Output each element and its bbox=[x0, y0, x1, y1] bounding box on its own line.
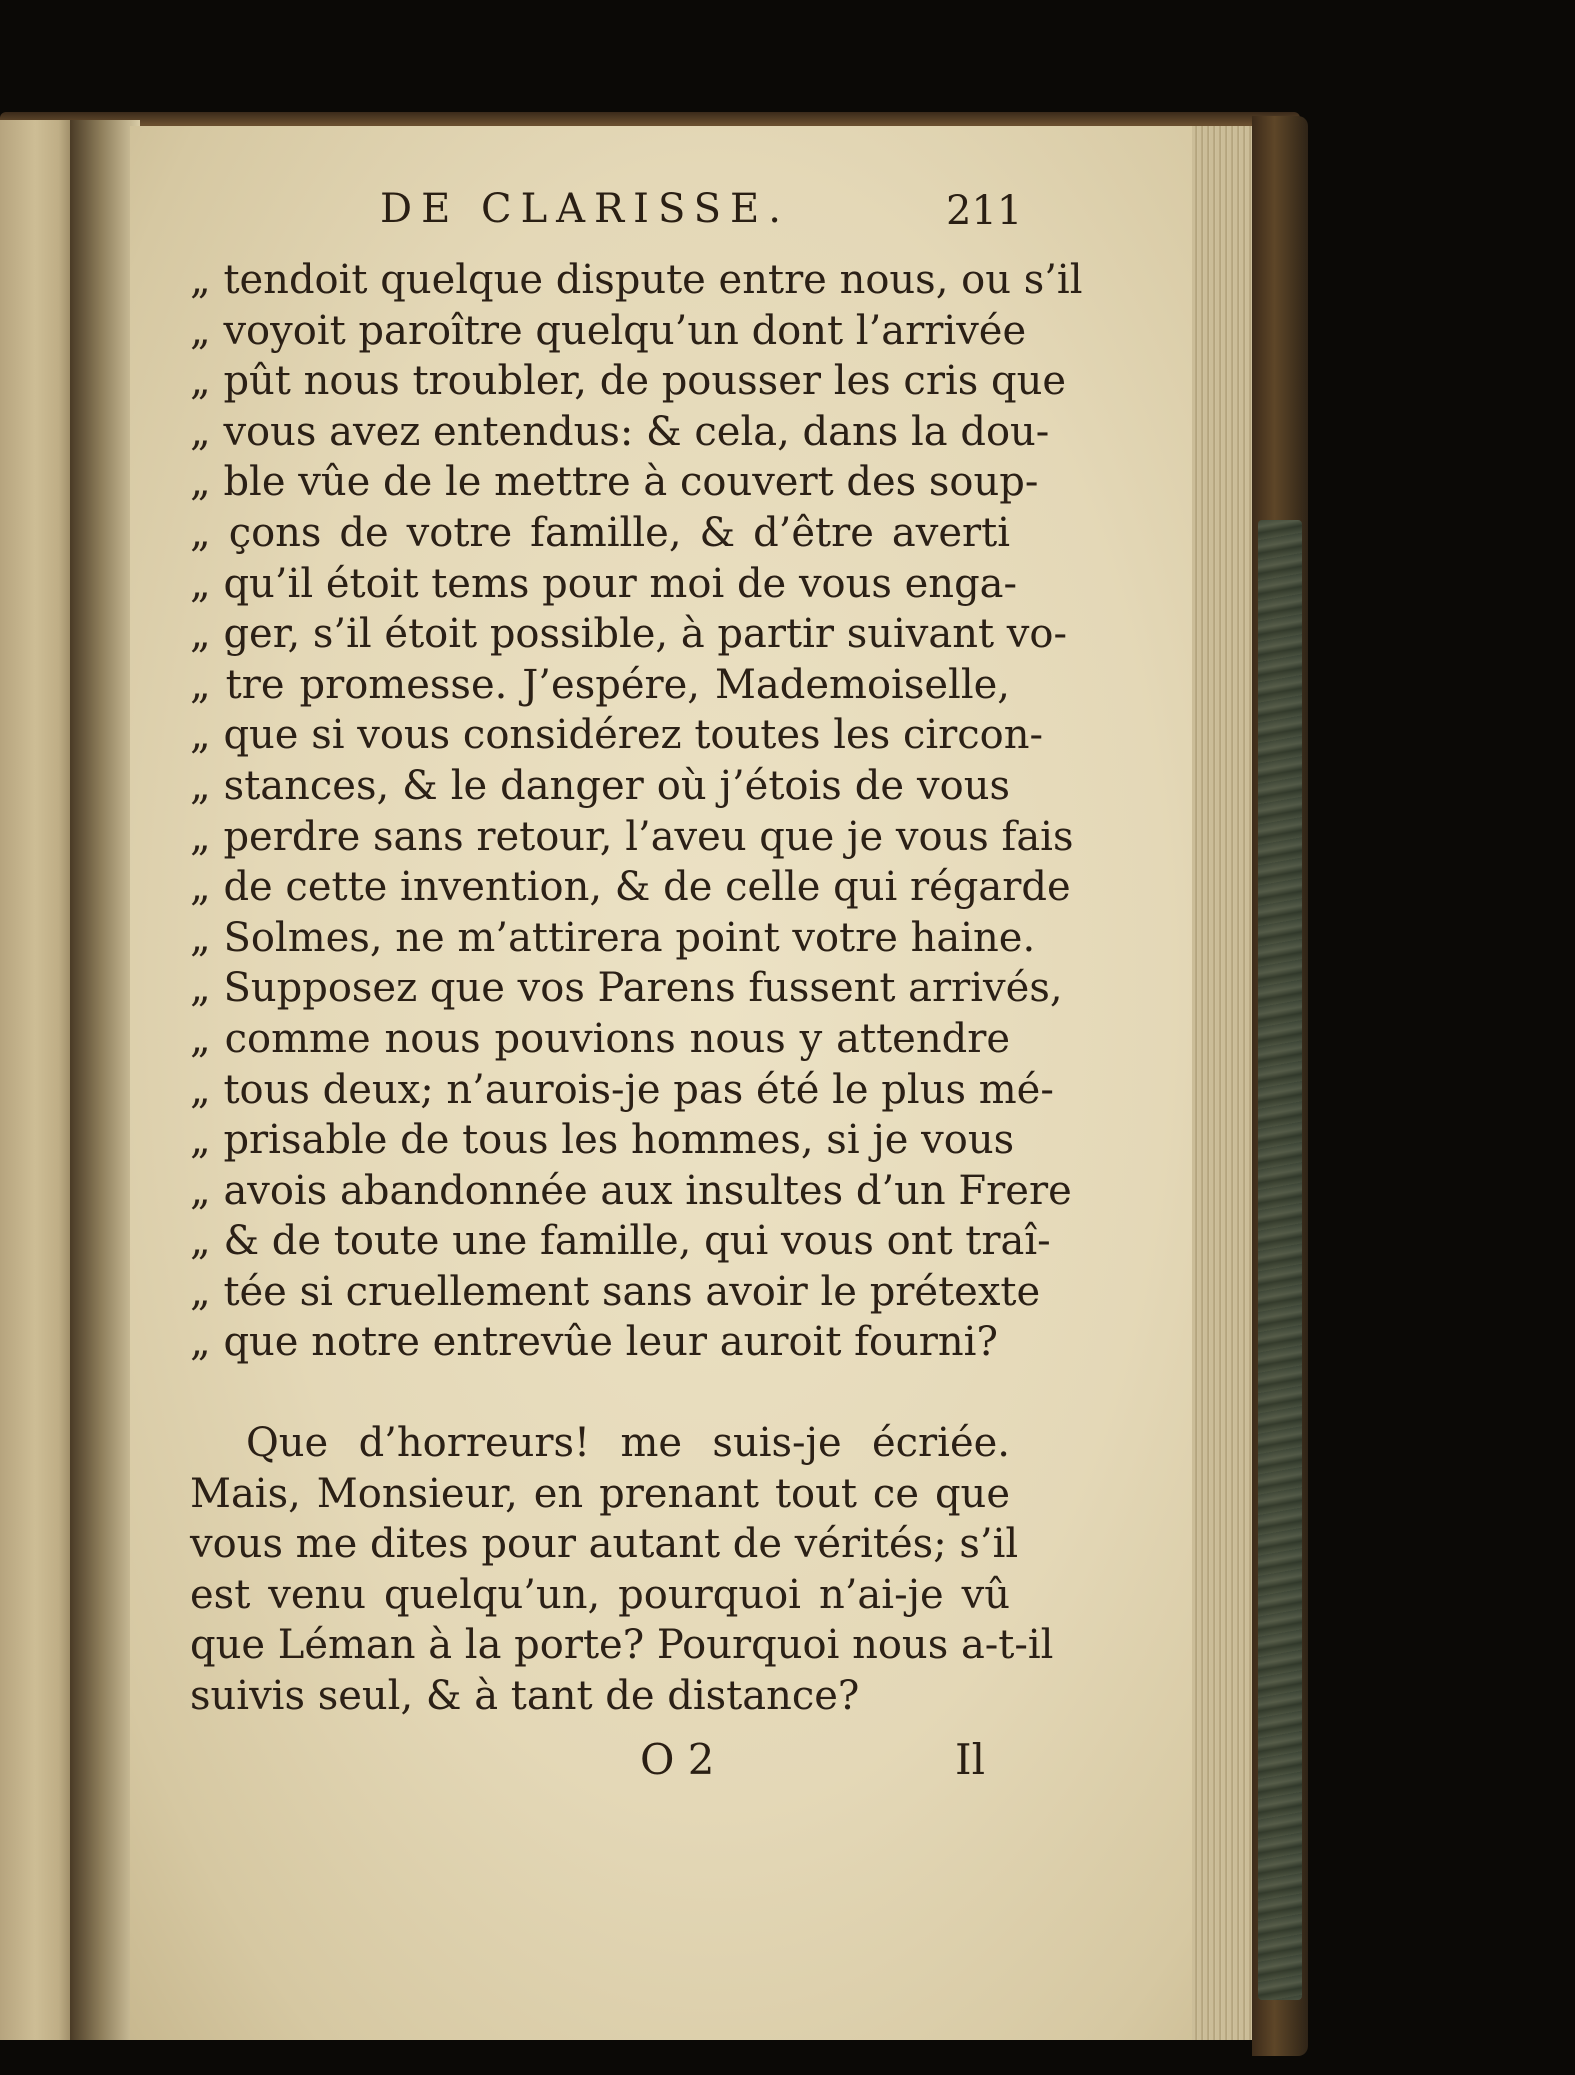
previous-page-edge bbox=[0, 120, 78, 2040]
page-number: 211 bbox=[946, 188, 1023, 234]
text-line: „ Supposez que vos Parens fussent arrivés, bbox=[190, 965, 1063, 1012]
text-line: „ qu’il étoit tems pour moi de vous enga- bbox=[190, 560, 1018, 607]
marbled-cover bbox=[1258, 520, 1302, 2000]
text-line: „ tre promesse. J’espére, Mademoiselle, bbox=[190, 661, 1010, 708]
text-line: vous me dites pour autant de vérités; s’il bbox=[190, 1521, 1019, 1568]
text-line: „ vous avez entendus: & cela, dans la dou- bbox=[190, 408, 1050, 455]
text-line: „ stances, & le danger où j’étois de vous bbox=[190, 762, 1010, 809]
catchword: Il bbox=[955, 1735, 986, 1784]
paragraph-break bbox=[190, 1368, 1010, 1418]
text-line: „ ble vûe de le mettre à couvert des soup- bbox=[190, 459, 1039, 506]
text-line: „ & de toute une famille, qui vous ont traî- bbox=[190, 1218, 1051, 1265]
text-line: suivis seul, & à tant de distance? bbox=[190, 1673, 860, 1720]
text-line: „ çons de votre famille, & d’être averti bbox=[190, 509, 1010, 556]
text-line: „ Solmes, ne m’attirera point votre haine. bbox=[190, 914, 1036, 961]
text-line: Mais, Monsieur, en prenant tout ce que bbox=[190, 1470, 1010, 1517]
text-line: „ avois abandonnée aux insultes d’un Frere bbox=[190, 1167, 1072, 1214]
text-line: „ pût nous troubler, de pousser les cris que bbox=[190, 358, 1067, 405]
text-line: „ que notre entrevûe leur auroit fourni? bbox=[190, 1319, 998, 1366]
text-line: „ perdre sans retour, l’aveu que je vous fais bbox=[190, 813, 1074, 860]
text-line: „ tous deux; n’aurois-je pas été le plus mé- bbox=[190, 1066, 1054, 1113]
text-line: „ ger, s’il étoit possible, à partir suivant vo- bbox=[190, 611, 1067, 658]
text-line: „ prisable de tous les hommes, si je vous bbox=[190, 1117, 1015, 1164]
text-line: „ de cette invention, & de celle qui régarde bbox=[190, 864, 1071, 911]
text-line: „ tendoit quelque dispute entre nous, ou s’il bbox=[190, 257, 1083, 303]
text-line: „ tée si cruellement sans avoir le prétexte bbox=[190, 1268, 1041, 1315]
page-text bbox=[190, 255, 1083, 1722]
text-line: „ comme nous pouvions nous y attendre bbox=[190, 1015, 1010, 1062]
text-line: est venu quelqu’un, pourquoi n’ai-je vû bbox=[190, 1571, 1010, 1618]
signature-mark: O 2 bbox=[640, 1735, 715, 1784]
text-line: Que d’horreurs! me suis-je écriée. bbox=[246, 1420, 1010, 1467]
text-line: „ voyoit paroître quelqu’un dont l’arrivée bbox=[190, 307, 1027, 354]
text-line: „ que si vous considérez toutes les circon- bbox=[190, 712, 1044, 759]
running-title: DE CLARISSE. bbox=[380, 186, 790, 232]
text-line: que Léman à la porte? Pourquoi nous a-t-il bbox=[190, 1622, 1054, 1669]
page-stack-edges bbox=[1192, 126, 1252, 2040]
